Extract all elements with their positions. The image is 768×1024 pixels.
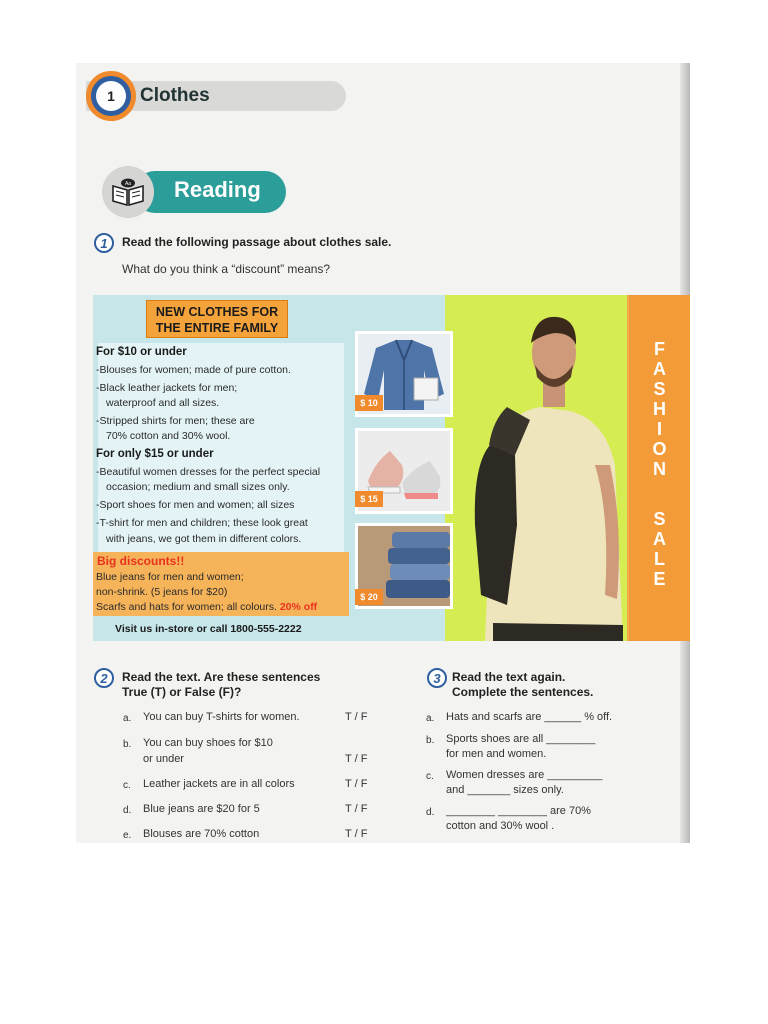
section-1-line: waterproof and all sizes.: [106, 397, 220, 409]
exercise-3-number: 3: [427, 668, 447, 688]
true-false-statement: Leather jackets are in all colors: [143, 778, 295, 790]
unit-number: 1: [96, 81, 126, 111]
discount-line-last: [96, 600, 317, 615]
exercise-2-number: 2: [94, 668, 114, 688]
price-tag-20: $ 20: [355, 589, 383, 605]
banner-letter: S: [653, 509, 666, 529]
banner-letter: A: [653, 359, 666, 379]
true-false-choice[interactable]: T / F: [345, 803, 368, 815]
price-tag-15: $ 15: [355, 491, 383, 507]
price-tag-10: $ 10: [355, 395, 383, 411]
advert-photo-panel: [445, 295, 627, 641]
true-false-statement: Blouses are 70% cotton: [143, 828, 260, 840]
svg-text:Aa: Aa: [124, 181, 132, 187]
fashion-sale-letters: [629, 339, 690, 589]
true-false-statement-cont: or under: [143, 753, 184, 765]
item-letter: d.: [123, 805, 132, 816]
exercise-1-number: 1: [94, 233, 114, 253]
banner-letter: H: [653, 399, 666, 419]
section-2-line: -Beautiful women dresses for the perfect special: [96, 466, 321, 478]
exercise-3-instruction-1: Read the text again.: [452, 670, 566, 684]
section-2-line: occasion; medium and small sizes only.: [106, 481, 290, 493]
advert-title-line-1: NEW CLOTHES FOR: [155, 305, 279, 319]
man-with-jacket-photo: [445, 295, 627, 641]
section-2-heading: For only $15 or under: [96, 448, 214, 460]
banner-letter: A: [653, 529, 666, 549]
textbook-page: [76, 63, 690, 843]
banner-letter: E: [653, 569, 666, 589]
exercise-1-instruction: Read the following passage about clothes sale.: [122, 235, 392, 249]
discount-percent: 20% off: [279, 601, 318, 613]
section-2-line: -Sport shoes for men and women; all sizes: [96, 499, 295, 511]
banner-letter: L: [654, 549, 665, 569]
item-letter: b.: [426, 735, 435, 746]
discount-line: non-shrink. (5 jeans for $20): [96, 586, 228, 598]
section-1-line: 70% cotton and 30% wool.: [106, 430, 231, 442]
advert-title: [146, 300, 288, 338]
true-false-statement: You can buy shoes for $10: [143, 737, 273, 749]
book-reading-icon: [102, 166, 154, 218]
scarfs-hats-text: Scarfs and hats for women; all colours.: [96, 601, 277, 613]
exercise-3-instruction-2: Complete the sentences.: [452, 685, 594, 699]
unit-title: Clothes: [140, 85, 210, 106]
banner-letter: O: [652, 439, 667, 459]
section-2-line: -T-shirt for men and children; these look great: [96, 517, 308, 529]
true-false-statement: Blue jeans are $20 for 5: [143, 803, 260, 815]
section-1-line: -Blouses for women; made of pure cotton.: [96, 364, 291, 376]
exercise-2-instruction-2: True (T) or False (F)?: [122, 685, 242, 699]
section-1-heading: For $10 or under: [96, 346, 187, 358]
exercise-2-instruction-1: Read the text. Are these sentences: [122, 670, 321, 684]
exercise-1-question: What do you think a “discount” means?: [122, 262, 331, 276]
fill-in-sentence-cont: for men and women.: [446, 748, 547, 760]
fill-in-sentence[interactable]: Hats and scarfs are ______ % off.: [446, 711, 613, 723]
reading-label: Reading: [174, 177, 261, 202]
section-1-line: -Black leather jackets for men;: [96, 382, 238, 394]
banner-letter: N: [653, 459, 666, 479]
fill-in-sentence-cont: cotton and 30% wool .: [446, 820, 555, 832]
unit-number-badge: [86, 71, 136, 121]
item-letter: b.: [123, 739, 132, 750]
true-false-choice[interactable]: T / F: [345, 753, 368, 765]
true-false-statement: You can buy T-shirts for women.: [143, 711, 300, 723]
fill-in-sentence[interactable]: Sports shoes are all ________: [446, 733, 596, 745]
item-letter: a.: [123, 713, 132, 724]
visit-call-line: Visit us in-store or call 1800-555-2222: [115, 623, 302, 635]
true-false-choice[interactable]: T / F: [345, 828, 368, 840]
fill-in-sentence[interactable]: Women dresses are _________: [446, 769, 603, 781]
item-letter: d.: [426, 807, 435, 818]
fill-in-sentence-cont[interactable]: and _______ sizes only.: [446, 784, 564, 796]
true-false-choice[interactable]: T / F: [345, 778, 368, 790]
item-letter: c.: [426, 771, 434, 782]
true-false-choice[interactable]: T / F: [345, 711, 368, 723]
discount-line: Blue jeans for men and women;: [96, 571, 244, 583]
banner-letter: S: [653, 379, 666, 399]
item-letter: e.: [123, 830, 132, 841]
clothes-sale-advert: [93, 295, 690, 641]
section-2-line: with jeans, we got them in different colors.: [106, 533, 302, 545]
item-letter: c.: [123, 780, 131, 791]
item-letter: a.: [426, 713, 435, 724]
banner-letter: I: [656, 419, 662, 439]
discount-heading: Big discounts!!: [97, 554, 185, 568]
advert-title-line-2: THE ENTIRE FAMILY: [155, 321, 279, 335]
fill-in-sentence[interactable]: ________ ________ are 70%: [446, 805, 591, 817]
banner-letter: F: [654, 339, 665, 359]
section-1-line: -Stripped shirts for men; these are: [96, 415, 255, 427]
